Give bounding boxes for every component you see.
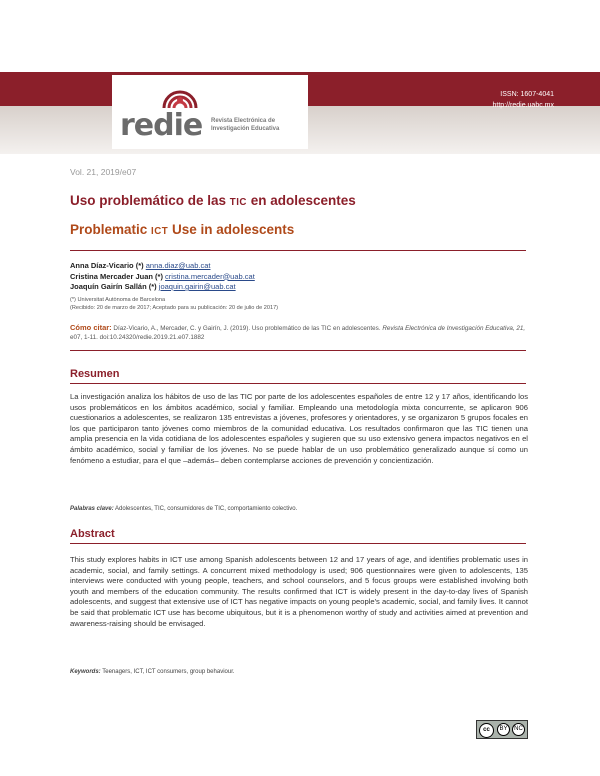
divider: [70, 350, 526, 351]
cc-icon: cc: [479, 723, 494, 738]
issn-number: ISSN: 1607-4041: [500, 91, 554, 98]
author-row: Joaquín Gairín Sallán (*) joaquin.gairin@uab.cat: [70, 282, 236, 291]
divider: [70, 383, 526, 384]
cc-license-badge[interactable]: [476, 720, 528, 739]
author-row: Cristina Mercader Juan (*) cristina.mercader@uab.cat: [70, 271, 255, 281]
author-list: [70, 261, 255, 293]
journal-url[interactable]: http://redie.uabc.mx: [492, 102, 554, 109]
title-spanish: Uso problemático de las TIC en adolescentes: [70, 193, 356, 208]
issn-info: [493, 89, 554, 111]
divider: [70, 250, 526, 251]
resumen-body: La investigación analiza los hábitos de uso de las TIC por parte de los adolescentes españoles de entre 12 y 17 años, identificando los usos problemáticos en los ámbitos académico, social y familiar. Empleando una metodología mixta concurrente, se aplicaron 906 cuestionarios a adolescentes, se realizaron 135 entrevistas a jóvenes, profesores y orientadores, y se organizaron 5 grupos focales en los que participaron tanto jóvenes como miembros de la comunidad educativa. Los resultados confirmaron que las TIC tienen una amplia presencia en la vida cotidiana de los adolescentes españoles y sugieren que su uso extensivo genera impactos negativos en el ámbito académico, social y familiar de los jóvenes. No se puede hablar de un uso problemático generalizado aunque sí como un fenómeno a estudiar, para el que –además– deben contemplarse acciones de prevención y concientización.: [70, 392, 528, 465]
abstract-body: This study explores habits in ICT use among Spanish adolescents between 12 and 17 years of age, and identifies problematic uses in academic, social, and family settings. A concurrent mixed methodology is used; 906 questionnaires were given to adolescents, 135 interviews were conducted with young people, teachers, and school counselors, and 5 focus groups were established involving both youth and members of the education community. The results confirmed that ICT is widely present in the day-to-day lives of Spanish adolescents, and suggest that extensive use of ICT has negative impacts on young people's academic, social, and family lives. It cannot be said that problematic ICT use has become ubiquitous, but it is a phenomenon worthy of study and activities aimed at prevention and awareness-raising should be envisaged.: [70, 555, 528, 628]
by-icon: BY: [497, 723, 510, 736]
divider: [70, 543, 526, 544]
author-row: Anna Díaz-Vicario (*) anna.diaz@uab.cat: [70, 261, 211, 270]
author-email-link[interactable]: cristina.mercader@uab.cat: [165, 271, 255, 281]
palabras-clave: Palabras clave: Adolescentes, TIC, consumidores de TIC, comportamiento colectivo.: [70, 506, 298, 512]
citation: Cómo citar: Díaz-Vicario, A., Mercader, C. y Gairín, J. (2019). Uso problemático de las TIC en adolescentes. Revista Electrónica de Investigación Educativa, 21, e07, 1-11. doi:10.24320/redie.2019.21.e07.1882: [70, 323, 526, 341]
logo-wordmark: redie: [120, 108, 203, 143]
received-dates: (Recibido: 20 de marzo de 2017; Aceptado para su publicación: 20 de julio de 2017): [70, 305, 279, 311]
affiliation: (*) Universitat Autònoma de Barcelona (Recibido: 20 de marzo de 2017; Aceptado para su publicación: 20 de julio de 2017): [70, 297, 279, 311]
author-email-link[interactable]: joaquin.gairin@uab.cat: [158, 282, 236, 291]
volume-label: Vol. 21, 2019/e07: [70, 167, 137, 177]
resumen-heading: Resumen: [70, 368, 120, 380]
redie-logo-icon: [158, 74, 202, 108]
author-email-link[interactable]: anna.diaz@uab.cat: [145, 261, 211, 270]
title-english: Problematic ICT Use in adolescents: [70, 222, 295, 237]
nc-icon: NC: [512, 723, 525, 736]
abstract-heading: Abstract: [70, 528, 115, 540]
logo-subtitle: Revista Electrónica de Investigación Educativa: [211, 118, 280, 132]
keywords: Keywords: Teenagers, ICT, ICT consumers, group behaviour.: [70, 669, 235, 675]
